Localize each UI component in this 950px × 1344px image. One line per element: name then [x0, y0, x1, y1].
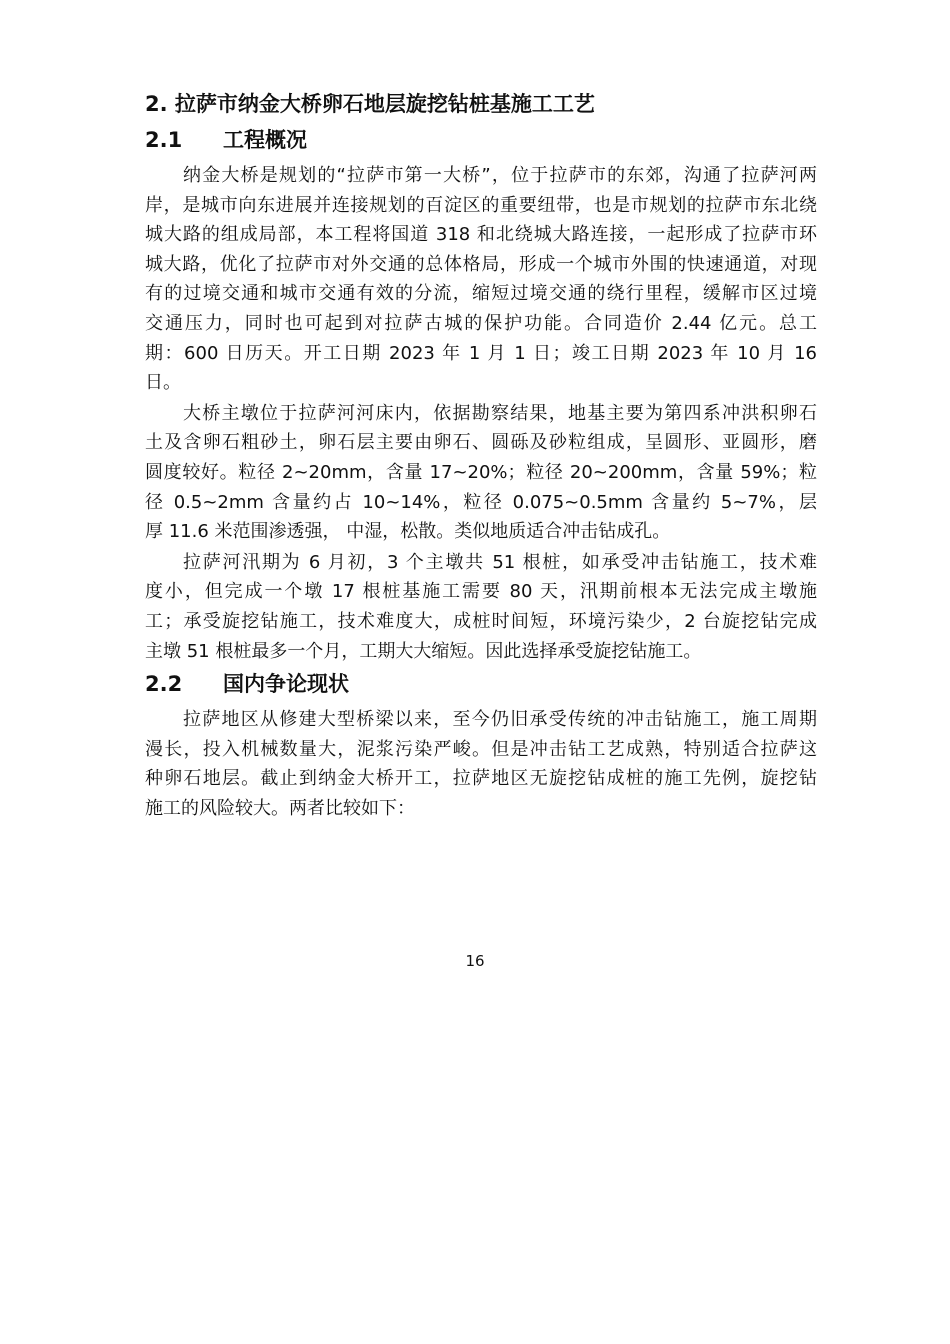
- paragraph-line: 纳金大桥是规划的“拉萨市第一大桥”，位于拉萨市的东郊，沟通了拉萨河两: [183, 165, 817, 186]
- paragraph-line: 岸，是城市向东进展并连接规划的百淀区的重要纽带，也是市规划的拉萨市东北绕: [145, 194, 817, 216]
- paragraph-line: 厚 11.6 米范围渗透强， 中湿，松散。类似地质适合冲击钻成孔。: [145, 521, 671, 543]
- paragraph-domestic-status: [145, 705, 817, 823]
- paragraph-line: 径 0.5~2mm 含量约占 10~14%，粒径 0.075~0.5mm 含量约 5~7%，层: [145, 491, 817, 513]
- section-number: 2.1: [145, 128, 183, 152]
- paragraph-line: 大桥主墩位于拉萨河河床内，依据勘察结果，地基主要为第四系冲洪积卵石: [183, 402, 817, 424]
- paragraph-line: 施工的风险较大。两者比较如下：: [145, 797, 415, 819]
- paragraph-line: 城大路的组成局部，本工程将国道 318 和北绕城大路连接，一起形成了拉萨市环: [145, 224, 817, 246]
- paragraph-line: 工；承受旋挖钻施工，技术难度大，成桩时间短，环境污染少，2 台旋挖钻完成: [145, 610, 817, 632]
- section-number: 2.2: [145, 672, 183, 697]
- paragraph-line: 种卵石地层。截止到纳金大桥开工，拉萨地区无旋挖钻成桩的施工先例，旋挖钻: [145, 768, 817, 790]
- paragraph-construction-choice: [145, 548, 817, 666]
- section-heading-2-1: [145, 124, 817, 156]
- paragraph-project-overview: [145, 161, 817, 398]
- paragraph-line: 圆度较好。粒径 2~20mm，含量 17~20%；粒径 20~200mm，含量 59%；粒: [145, 461, 817, 483]
- paragraph-line: 城大路，优化了拉萨市对外交通的总体格局，形成一个城市外围的快速通道，对现: [145, 253, 817, 275]
- paragraph-line: 拉萨河汛期为 6 月初，3 个主墩共 51 根桩，如承受冲击钻施工，技术难: [183, 551, 817, 573]
- page-content: [145, 88, 817, 824]
- paragraph-line: 拉萨地区从修建大型桥梁以来，至今仍旧承受传统的冲击钻施工，施工周期: [183, 709, 817, 731]
- section-title: 国内争论现状: [223, 672, 349, 697]
- paragraph-line: 日。: [145, 372, 181, 394]
- paragraph-line: 主墩 51 根桩最多一个月，工期大大缩短。因此选择承受旋挖钻施工。: [145, 640, 702, 662]
- chapter-heading: 2. 拉萨市纳金大桥卵石地层旋挖钻桩基施工工艺: [145, 92, 595, 116]
- paragraph-line: 有的过境交通和城市交通有效的分流，缩短过境交通的绕行里程，缓解市区过境: [145, 283, 817, 305]
- page-number: 16: [465, 952, 485, 970]
- paragraph-geology: [145, 399, 817, 547]
- paragraph-line: 交通压力，同时也可起到对拉萨古城的保护功能。合同造价 2.44 亿元。总工: [145, 312, 817, 334]
- paragraph-line: 期：600 日历天。开工日期 2023 年 1 月 1 日；竣工日期 2023 年 10 月 16: [145, 342, 817, 364]
- paragraph-line: 漫长，投入机械数量大，泥浆污染严峻。但是冲击钻工艺成熟，特别适合拉萨这: [145, 738, 817, 760]
- paragraph-line: 土及含卵石粗砂土，卵石层主要由卵石、圆砾及砂粒组成，呈圆形、亚圆形，磨: [145, 432, 817, 454]
- paragraph-line: 度小，但完成一个墩 17 根桩基施工需要 80 天，汛期前根本无法完成主墩施: [145, 581, 817, 603]
- section-title: 工程概况: [223, 128, 307, 152]
- section-heading-2-2: [145, 668, 817, 700]
